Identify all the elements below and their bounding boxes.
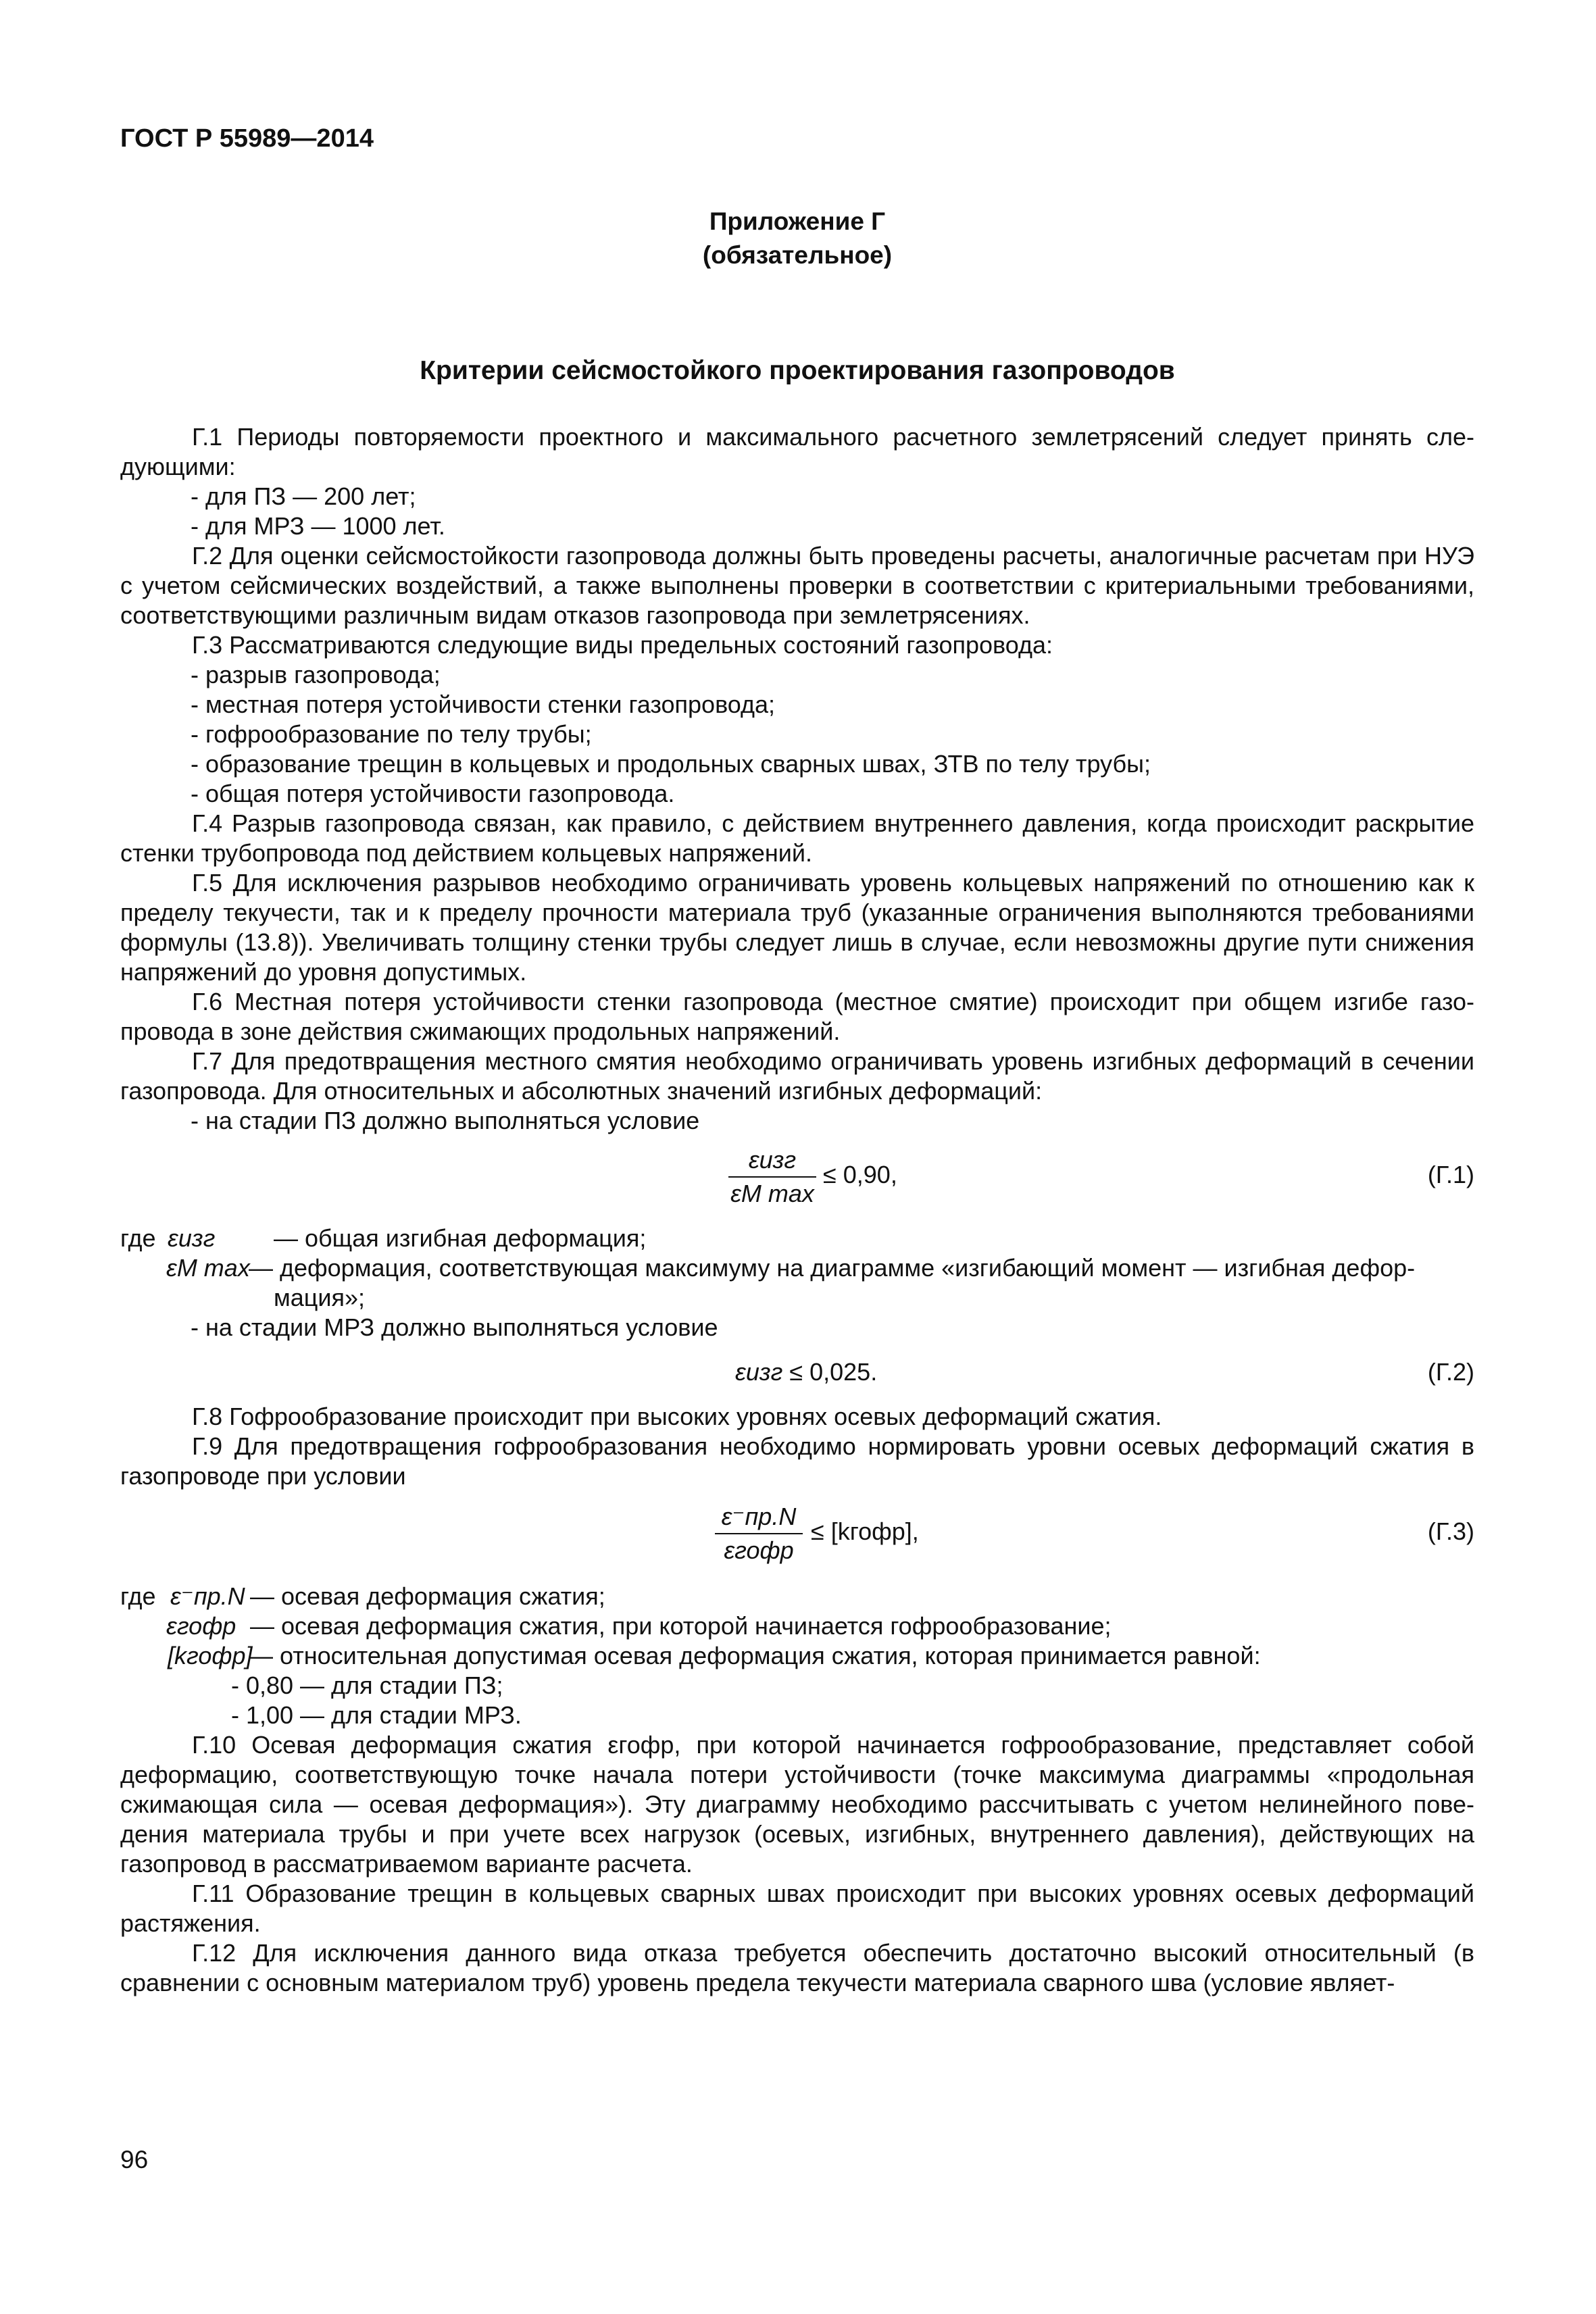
paragraph-g1: Г.1 Периоды повторяемости проектного и максимального расчетного землетрясений следует принять следующими:	[120, 423, 1474, 480]
definitions-g1	[120, 1224, 1474, 1313]
definition-row	[120, 1611, 1474, 1641]
definition-text: — относительная допустимая осевая деформация сжатия, которая принимается равной:	[249, 1642, 1261, 1669]
paragraph-g7: Г.7 Для предотвращения местного смятия необходимо ограничивать уровень изгибных деформаций в сечении газопровода. Для относительных и абсолютных значений изгибных деформаций:	[120, 1047, 1474, 1105]
equation-number: (Г.2)	[1427, 1358, 1474, 1386]
paragraph-g3: Г.3 Рассматриваются следующие виды предельных состояний газопровода:	[192, 631, 1053, 659]
appendix-status: (обязательное)	[702, 241, 893, 269]
where-word: где	[120, 1224, 156, 1252]
equation-number: (Г.1)	[1427, 1161, 1474, 1188]
list-item: - для МРЗ — 1000 лет.	[191, 512, 445, 540]
paragraph-g2: Г.2 Для оценки сейсмостойкости газопровода должны быть проведены расчеты, аналогичные расчетам при НУЭ с учетом сейсмических воздействий, а также выполнены проверки в соответствии с критериальными требованиями, соответствующими различным видам отказов газопровода при землетрясениях.	[120, 542, 1474, 629]
list-item: - разрыв газопровода;	[191, 661, 441, 688]
paragraph-g8: Г.8 Гофрообразование происходит при высоких уровнях осевых деформаций сжатия.	[192, 1403, 1162, 1430]
denominator: εгофр	[724, 1536, 794, 1564]
list-item: - образование трещин в кольцевых и продольных сварных швах, ЗТВ по телу трубы;	[191, 750, 1151, 778]
formula-g3	[120, 1501, 1474, 1582]
where-word: где	[120, 1582, 156, 1610]
numerator: ε⁻пр.N	[721, 1503, 797, 1530]
document-id: ГОСТ Р 55989—2014	[120, 124, 374, 153]
list-item: - гофрообразование по телу трубы;	[191, 720, 592, 748]
formula-g1	[120, 1142, 1474, 1224]
list-item: - общая потеря устойчивости газопровода.	[191, 780, 675, 807]
definitions-g3	[120, 1582, 1474, 1730]
list-item: - 1,00 — для стадии МРЗ.	[231, 1701, 522, 1729]
fraction-bar	[715, 1533, 803, 1534]
definition-row	[120, 1582, 1474, 1611]
list-item: - для ПЗ — 200 лет;	[191, 482, 416, 510]
paragraph-g4: Г.4 Разрыв газопровода связан, как правило, с действием внутреннего давления, когда происходит раскрытие стенки трубопровода под действием кольцевых напряжений.	[120, 809, 1474, 867]
symbol: εM max	[166, 1254, 250, 1282]
section-title: Критерии сейсмостойкого проектирования газопроводов	[420, 356, 1175, 385]
relation: ≤ [kгофр],	[811, 1517, 919, 1545]
denominator: εM max	[730, 1180, 814, 1207]
symbol: [kгофр]	[168, 1642, 253, 1669]
list-item: - на стадии МРЗ должно выполняться условие	[191, 1313, 718, 1341]
list-item: - 0,80 — для стадии ПЗ;	[231, 1671, 503, 1699]
symbol: εизг	[168, 1224, 216, 1252]
numerator: εизг	[748, 1146, 797, 1174]
symbol: ε⁻пр.N	[170, 1582, 245, 1610]
definition-text: — осевая деформация сжатия;	[250, 1582, 605, 1610]
paragraph-g10: Г.10 Осевая деформация сжатия εгофр, при которой начинается гофрообразование, представляет собой деформацию, соответствующую точке начала потери устойчивости (точке максимума диаграммы «продольная сжимающая сила — осевая деформация»). Эту диаграмму необходимо рассчитывать с учетом нелинейного поведения материала трубы и при учете всех нагрузок (осевых, изгибных, внутреннего давления), действующих на газопровод в рассматриваемом варианте расчета.	[120, 1731, 1474, 1878]
page-number: 96	[120, 2146, 149, 2173]
appendix-title: Приложение Г	[709, 207, 886, 235]
symbol: εгофр	[166, 1612, 236, 1640]
list-item: - на стадии ПЗ должно выполняться условие	[191, 1107, 700, 1134]
definition-text: — осевая деформация сжатия, при которой начинается гофрообразование;	[250, 1612, 1112, 1640]
appendix-heading	[120, 205, 1474, 272]
formula-expression	[735, 1357, 877, 1387]
equation-number: (Г.3)	[1427, 1517, 1474, 1545]
fraction	[728, 1145, 816, 1209]
definition-row	[120, 1641, 1474, 1671]
definition-text: — общая изгибная деформация;	[274, 1224, 647, 1252]
list-item: - местная потеря устойчивости стенки газопровода;	[191, 690, 776, 718]
formula-g2	[120, 1342, 1474, 1402]
fraction	[715, 1502, 803, 1565]
definition-text: — деформация, соответствующая максимуму на диаграмме «изгибающий момент — изгибная деформация»;	[249, 1254, 1416, 1311]
fraction-bar	[728, 1176, 816, 1178]
paragraph-g11: Г.11 Образование трещин в кольцевых сварных швах происходит при высоких уровнях осевых деформаций растяжения.	[120, 1880, 1474, 1937]
body-text	[120, 422, 1474, 1998]
definition-row	[120, 1224, 1474, 1253]
paragraph-g9: Г.9 Для предотвращения гофрообразования необходимо нормировать уровни осевых деформаций сжатия в газопроводе при условии	[120, 1432, 1474, 1490]
symbol: εизг	[735, 1358, 783, 1386]
paragraph-g12: Г.12 Для исключения данного вида отказа требуется обеспечить достаточно высокий относительный (в сравнении с основным материалом труб) уровень предела текучести материала сварного шва (условие являет-	[120, 1939, 1474, 1996]
paragraph-g6: Г.6 Местная потеря устойчивости стенки газопровода (местное смятие) происходит при общем изгибе газопровода в зоне действия сжимающих продольных напряжений.	[120, 988, 1474, 1045]
relation: ≤ 0,025.	[789, 1358, 878, 1386]
relation: ≤ 0,90,	[823, 1161, 897, 1188]
definition-row	[120, 1253, 1474, 1313]
paragraph-g5: Г.5 Для исключения разрывов необходимо ограничивать уровень кольцевых напряжений по отношению как к пределу текучести, так и к пределу прочности материала труб (указанные ограничения выполняются требованиями формулы (13.8)). Увеличивать толщину стенки трубы следует лишь в случае, если невозможны другие пути снижения напряжений до уровня допустимых.	[120, 869, 1474, 986]
